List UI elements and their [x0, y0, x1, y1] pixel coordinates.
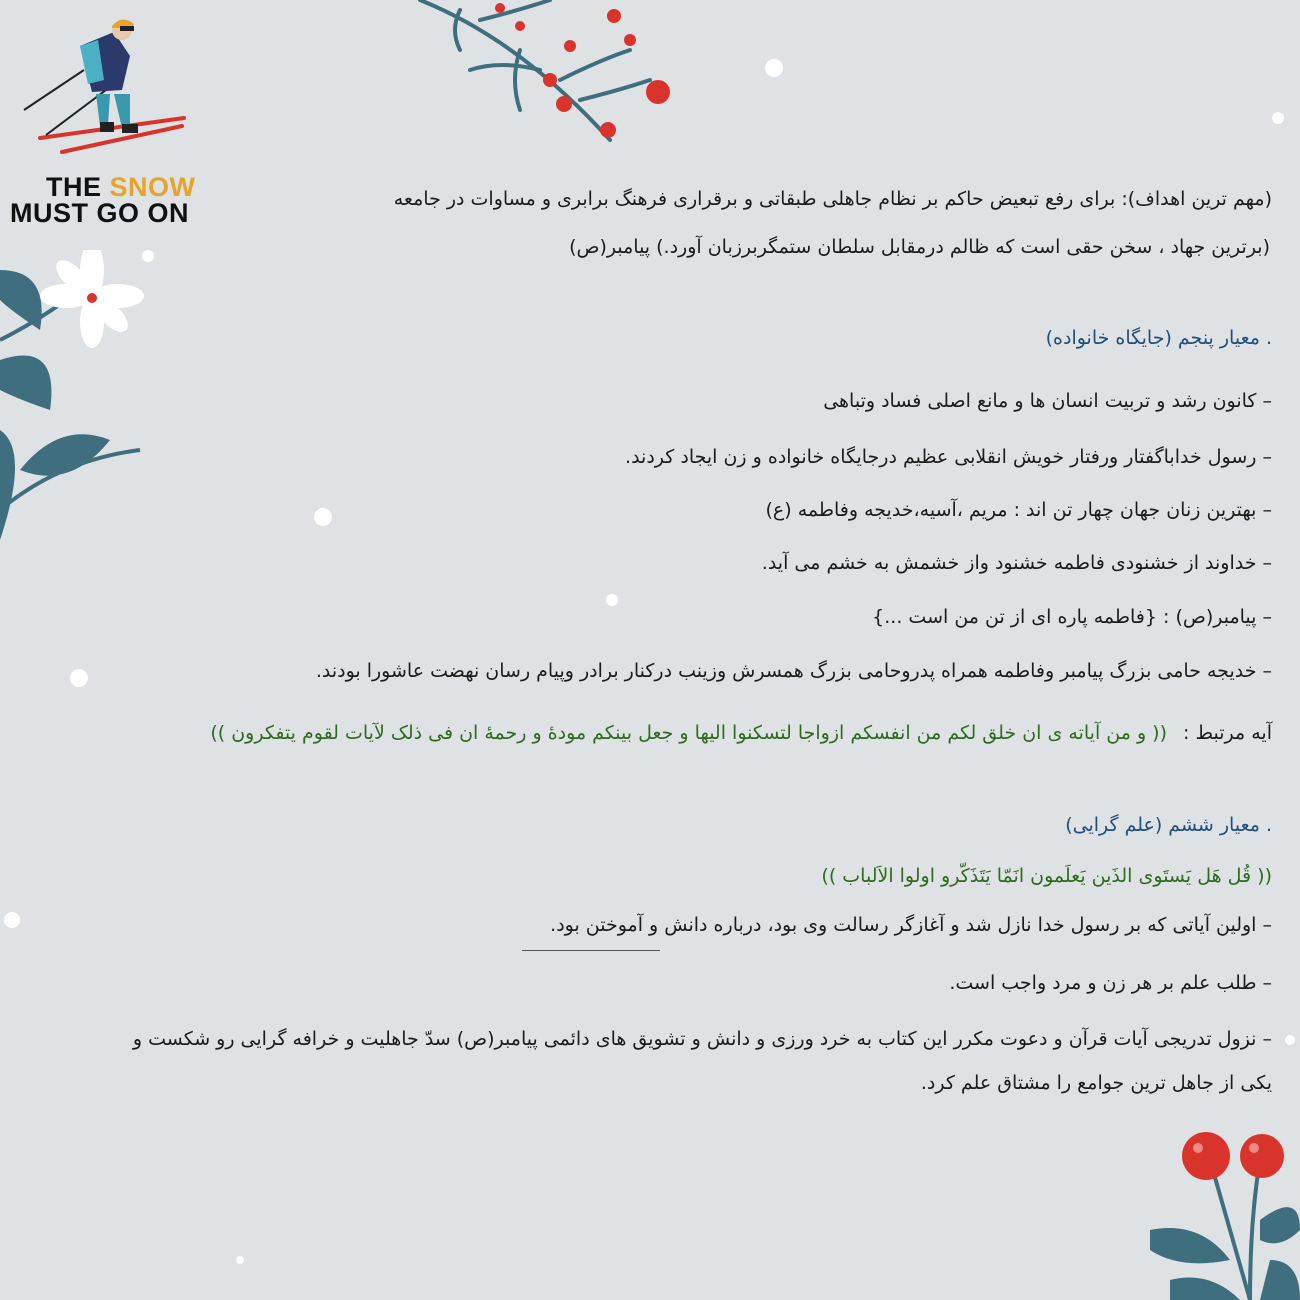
section6-item-2: – طلب علم بر هر زن و مرد واجب است.	[949, 972, 1272, 994]
intro-line-2: (برترین جهاد ، سخن حقی است که ظالم درمقابل سلطان ستمگربرزبان آورد.) پیامبر(ص)	[569, 236, 1270, 258]
logo-word-snow: SNOW	[109, 172, 196, 202]
section5-item-2: – رسول خداباگفتار ورفتار خویش انقلابی عظیم درجایگاه خانواده و زن ایجاد کردند.	[625, 446, 1272, 468]
verse-label: آیه مرتبط :	[1183, 722, 1272, 744]
section6-item-4: یکی از جاهل ترین جوامع را مشتاق علم کرد.	[920, 1072, 1272, 1094]
logo-word-the: THE	[46, 172, 102, 202]
intro-line-1: (مهم ترین اهداف): برای رفع تبعیض حاکم بر نظام جاهلی طبقاتی و برقراری فرهنگ برابری و مساوات در جامعه	[393, 188, 1272, 210]
section6-item-1: – اولین آیاتی که بر رسول خدا نازل شد و آغازگر رسالت وی بود، درباره دانش و آموختن بود.	[550, 914, 1272, 936]
section6-verse: (( قُل هَل یَستَوی الذَین یَعلَمون انَمّا یَتَذَکّرو اولوا الاَلباب ))	[821, 865, 1272, 887]
section5-item-3: – بهترین زنان جهان چهار تن اند : مریم ،آسیه،خدیجه وفاطمه (ع)	[765, 499, 1272, 521]
section6-item-3: – نزول تدریجی آیات قرآن و دعوت مکرر این کتاب به خرد ورزی و دانش و تشویق های دائمی پیامبر(ص) سدّ جاهلیت و خرافه گرایی رو شکست و	[132, 1028, 1272, 1050]
section5-verse-line	[210, 722, 1272, 744]
logo-line-2: MUST GO ON	[10, 198, 189, 228]
section5-item-5: – پیامبر(ص) : {فاطمه پاره ای از تن من است ...}	[872, 606, 1272, 628]
section5-item-6: – خدیجه حامی بزرگ پیامبر وفاطمه همراه پدروحامی بزرگ همسرش وزینب درکنار برادر وپیام رسان نهضت عاشورا بودند.	[315, 660, 1272, 682]
section5-heading: . معیار پنجم (جایگاه خانواده)	[1045, 327, 1272, 349]
section5-item-1: – کانون رشد و تربیت انسان ها و مانع اصلی فساد وتباهی	[823, 390, 1272, 412]
section5-item-4: – خداوند از خشنودی فاطمه خشنود واز خشمش به خشم می آید.	[761, 552, 1272, 574]
underline-mark	[522, 950, 660, 951]
section6-heading: . معیار ششم (علم گرایی)	[1065, 814, 1272, 836]
verse-text: (( و من آیاته ی ان خلق لکم من انفسکم ازواجا لتسکنوا الیها و جعل بینکم مودۀ و رحمۀ ان فی ذلک لآیات لقوم یتفکرون ))	[210, 722, 1167, 744]
